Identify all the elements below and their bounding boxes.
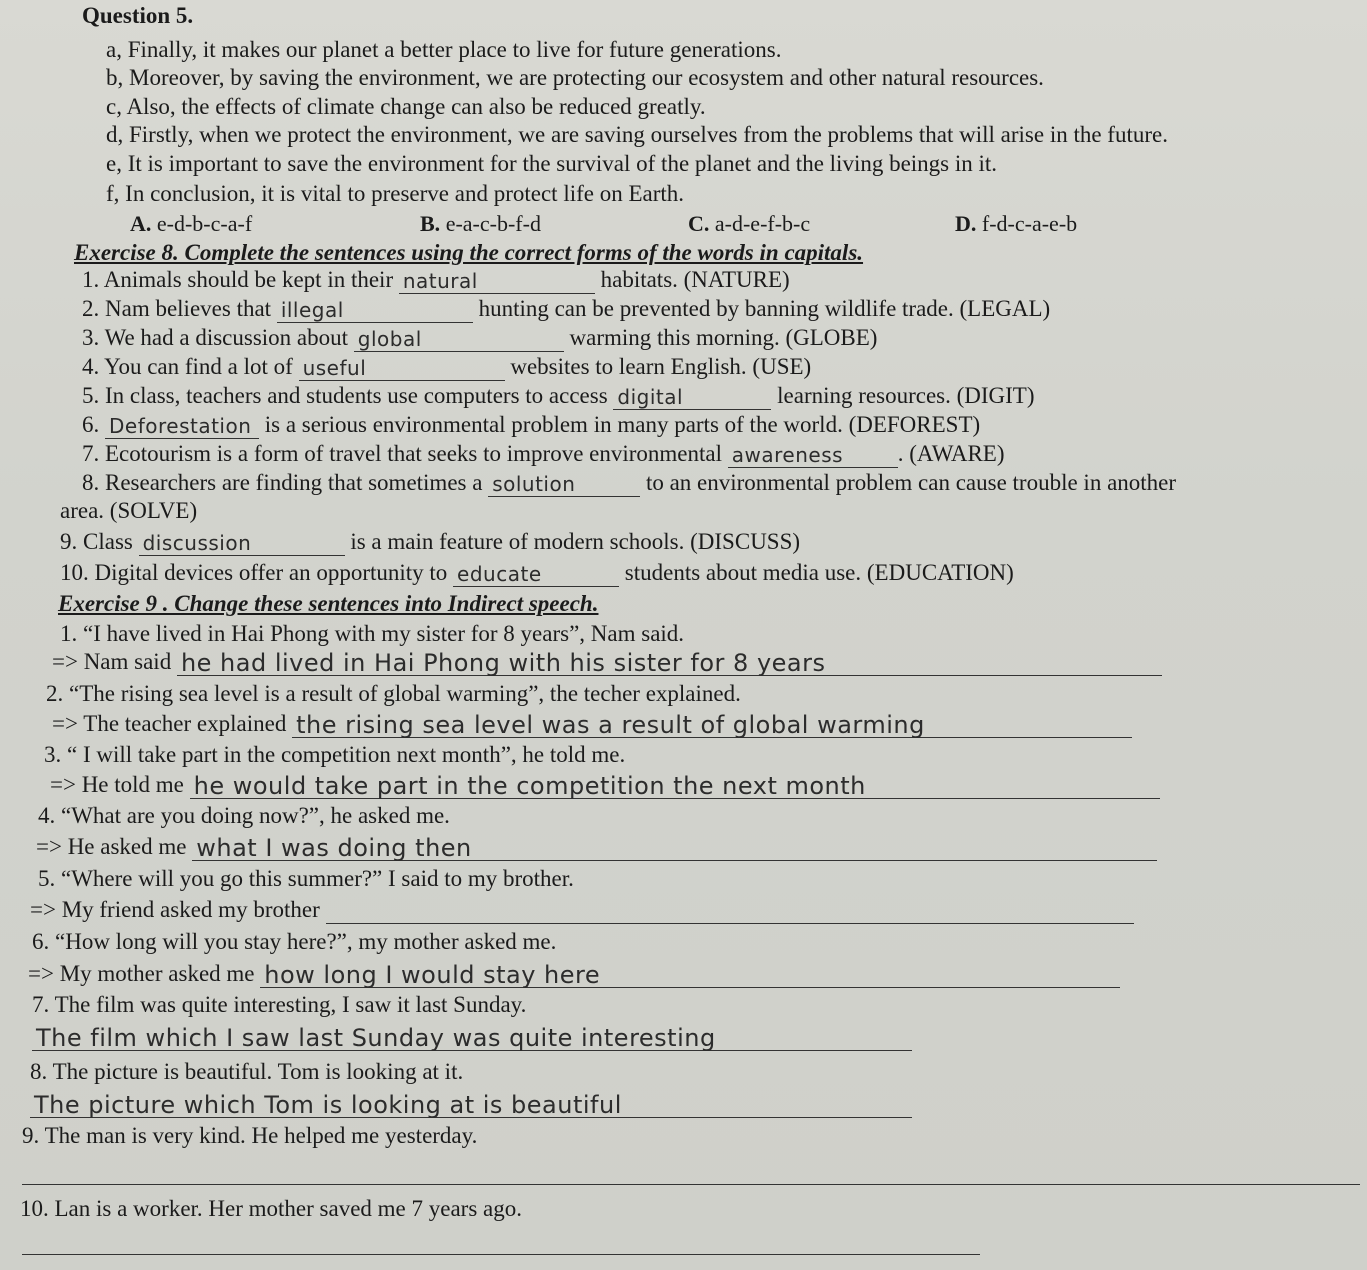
q5-option-d[interactable]: D. f-d-c-a-e-b [955,211,1078,236]
ex8-answer-9[interactable]: discussion [139,531,345,556]
ex8-answer-5[interactable]: digital [613,385,771,410]
ex8-item-8: 8. Researchers are finding that sometimes a solution to an environmental problem can cause trouble in another [82,470,1177,496]
ex9-answer-2[interactable]: the rising sea level was a result of global warming [292,713,1132,738]
ex9-item-2: 2. “The rising sea level is a result of global warming”, the techer explained. [46,681,741,706]
ex9-item-8: 8. The picture is beautiful. Tom is looking at it. [30,1059,464,1084]
ex8-item-4: 4. You can find a lot of useful websites to learn English. (USE) [82,354,812,380]
ex8-item-8-cont: area. (SOLVE) [60,498,198,523]
ex8-answer-10[interactable]: educate [453,562,619,587]
ex9-answer-7[interactable]: The film which I saw last Sunday was quite interesting [32,1026,912,1051]
ex8-item-5: 5. In class, teachers and students use computers to access digital learning resources. (DIGIT) [82,383,1035,409]
ex9-item-1: 1. “I have lived in Hai Phong with my sister for 8 years”, Nam said. [60,621,685,646]
ex8-answer-4[interactable]: useful [299,356,505,381]
ex9-answer-row-1: => Nam said he had lived in Hai Phong with his sister for 8 years [52,648,1162,676]
ex9-answer-row-7 [32,1023,912,1051]
ex9-answer-4[interactable]: what I was doing then [192,836,1157,861]
ex9-answer-1[interactable]: he had lived in Hai Phong with his sister for 8 years [177,651,1162,676]
ex8-item-7: 7. Ecotourism is a form of travel that seeks to improve environmental awareness . (AWARE) [82,441,1005,467]
ex9-answer-row-8 [30,1090,912,1118]
ex8-answer-6[interactable]: Deforestation [105,414,259,439]
ex8-answer-3[interactable]: global [354,327,564,352]
ex9-answer-5[interactable] [326,899,1134,924]
ex9-item-9: 9. The man is very kind. He helped me yesterday. [22,1123,478,1148]
q5-item-c: c, Also, the effects of climate change can also be reduced greatly. [106,94,706,119]
ex9-answer-9[interactable] [22,1184,1360,1185]
ex9-item-10: 10. Lan is a worker. Her mother saved me 7 years ago. [20,1196,523,1221]
ex8-answer-8[interactable]: solution [488,472,640,497]
exercise-9-title: Exercise 9 . Change these sentences into Indirect speech. [58,591,599,616]
ex8-item-9: 9. Class discussion is a main feature of modern schools. (DISCUSS) [60,529,801,555]
q5-item-a: a, Finally, it makes our planet a better place to live for future generations. [106,37,782,62]
ex9-item-6: 6. “How long will you stay here?”, my mother asked me. [32,929,557,954]
ex9-item-5: 5. “Where will you go this summer?” I said to my brother. [38,866,574,891]
q5-item-e: e, It is important to save the environment for the survival of the planet and the living beings in it. [106,151,998,176]
ex9-answer-8[interactable]: The picture which Tom is looking at is beautiful [30,1093,912,1118]
ex9-item-3: 3. “ I will take part in the competition next month”, he told me. [44,742,626,767]
question-5-title: Question 5. [82,3,194,28]
ex9-answer-row-4: => He asked me what I was doing then [36,833,1157,861]
ex9-answer-row-6: => My mother asked me how long I would stay here [28,960,1120,988]
ex9-answer-10[interactable] [22,1254,980,1255]
ex9-answer-row-3: => He told me he would take part in the competition the next month [50,771,1160,799]
q5-item-b: b, Moreover, by saving the environment, we are protecting our ecosystem and other natural resources. [106,65,1044,90]
ex8-answer-1[interactable]: natural [399,269,595,294]
ex9-answer-row-5: => My friend asked my brother [30,896,1134,924]
ex9-answer-6[interactable]: how long I would stay here [260,963,1120,988]
q5-option-c[interactable]: C. a-d-e-f-b-c [688,211,811,236]
q5-option-b[interactable]: B. e-a-c-b-f-d [420,211,541,236]
ex8-item-10: 10. Digital devices offer an opportunity to educate students about media use. (EDUCATION) [60,560,1014,586]
ex8-item-1: 1. Animals should be kept in their natural habitats. (NATURE) [82,267,790,293]
ex8-item-6: 6. Deforestation is a serious environmental problem in many parts of the world. (DEFOREST) [82,412,981,438]
q5-item-f: f, In conclusion, it is vital to preserve and protect life on Earth. [106,181,685,206]
ex9-answer-3[interactable]: he would take part in the competition the next month [190,774,1160,799]
ex8-answer-2[interactable]: illegal [277,298,473,323]
ex9-item-7: 7. The film was quite interesting, I saw it last Sunday. [32,992,527,1017]
q5-item-d: d, Firstly, when we protect the environment, we are saving ourselves from the problems that will arise in the future. [106,122,1168,147]
ex9-answer-row-2: => The teacher explained the rising sea level was a result of global warming [52,710,1132,738]
exercise-8-title: Exercise 8. Complete the sentences using the correct forms of the words in capitals. [74,240,864,265]
q5-option-a[interactable]: A. e-d-b-c-a-f [130,211,253,236]
ex8-answer-7[interactable]: awareness [728,443,898,468]
ex8-item-2: 2. Nam believes that illegal hunting can be prevented by banning wildlife trade. (LEGAL) [82,296,1051,322]
ex9-item-4: 4. “What are you doing now?”, he asked me. [38,803,450,828]
ex8-item-3: 3. We had a discussion about global warming this morning. (GLOBE) [82,325,878,351]
